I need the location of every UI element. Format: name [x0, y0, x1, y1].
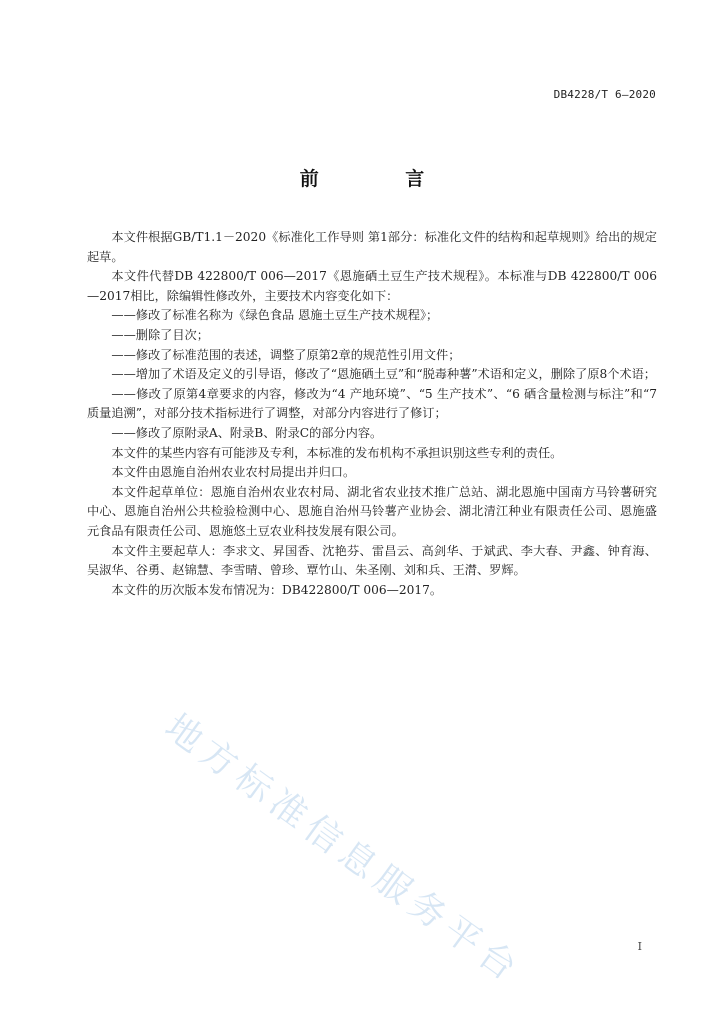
- page-number: I: [637, 940, 642, 953]
- document-code: DB4228/T 6—2020: [553, 88, 656, 101]
- change-item: ——修改了标准名称为《绿色食品 恩施土豆生产技术规程》；: [111, 308, 439, 323]
- paragraph-patent-notice: 本文件的某些内容有可能涉及专利，本标准的发布机构不承担识别这些专利的责任。: [111, 445, 563, 460]
- paragraph-drafting-basis: 本文件根据GB/T1.1－2020《标准化工作导则 第1部分：标准化文件的结构和起草规则》给出的规定起草。: [87, 230, 657, 264]
- watermark: 地方标准信息服务平台: [157, 706, 530, 993]
- change-item: ——增加了术语及定义的引导语，修改了“恩施硒土豆”和“脱毒种薯”术语和定义，删除了原8个术语；: [111, 367, 656, 382]
- paragraph-replacement: 本文件代替DB 422800/T 006—2017《恩施硒土豆生产技术规程》。本标准与DB 422800/T 006—2017相比，除编辑性修改外，主要技术内容变化如下：: [87, 269, 657, 303]
- change-item: ——修改了原第4章要求的内容，修改为“4 产地环境”、“5 生产技术”、“6 硒含量检测与标注”和“7 质量追溯”，对部分技术指标进行了调整，对部分内容进行了修订；: [87, 386, 657, 421]
- change-item: ——修改了标准范围的表述，调整了原第2章的规范性引用文件；: [111, 347, 461, 362]
- change-item: ——修改了原附录A、附录B、附录C的部分内容。: [111, 425, 383, 440]
- page-title: 前 言: [299, 168, 465, 190]
- paragraph-version-history: 本文件的历次版本发布情况为：DB422800/T 006—2017。: [111, 582, 443, 597]
- paragraph-drafting-units: 本文件起草单位：恩施自治州农业农村局、湖北省农业技术推广总站、湖北恩施中国南方马铃薯研究中心、恩施自治州公共检验检测中心、恩施自治州马铃薯产业协会、湖北清江种业有限责任公司、恩施盛元食品有限责任公司、恩施悠土豆农业科技发展有限公司。: [87, 484, 657, 538]
- change-item: ——删除了目次；: [111, 327, 209, 342]
- paragraph-drafters: 本文件主要起草人：李求文、昇国香、沈艳芬、雷昌云、高剑华、于斌武、李大春、尹鑫、钟育海、吴淑华、谷勇、赵锦慧、李雪晴、曾珍、覃竹山、朱圣刚、刘和兵、王潸、罗辉。: [87, 543, 657, 578]
- document-body: [87, 228, 657, 600]
- paragraph-proposer: 本文件由恩施自治州农业农村局提出并归口。: [111, 465, 356, 480]
